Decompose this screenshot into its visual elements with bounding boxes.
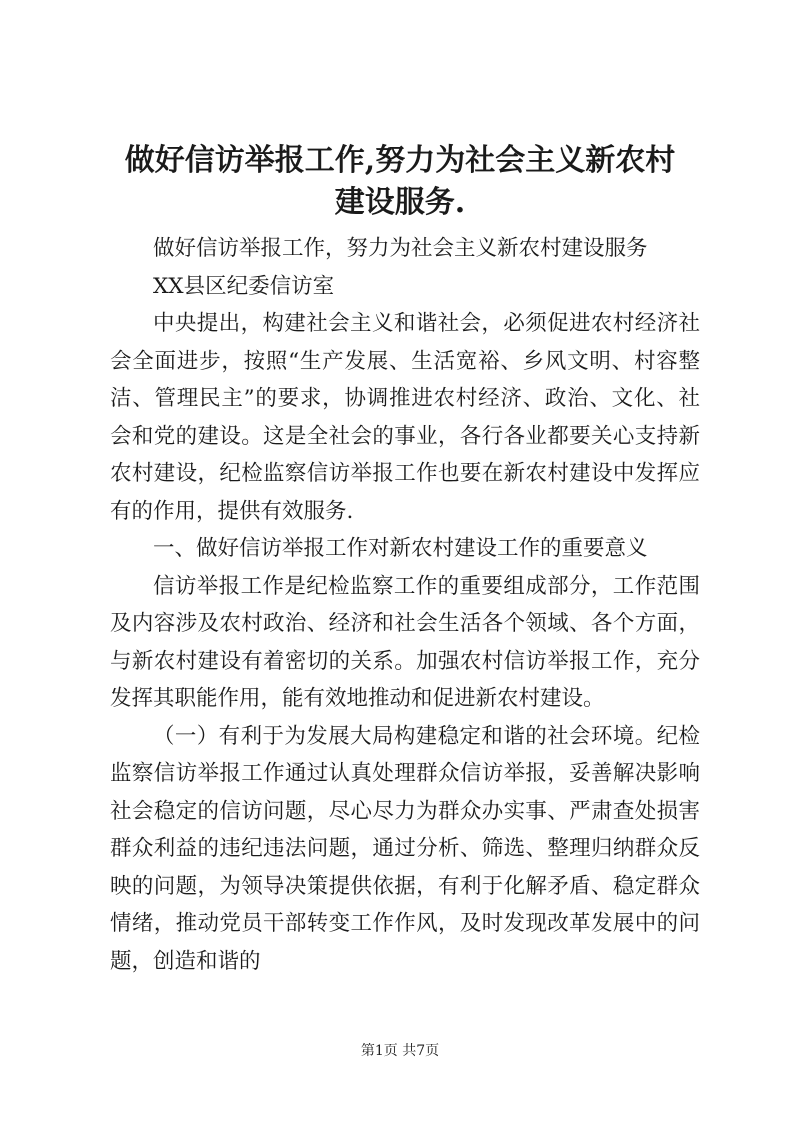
document-body [110, 230, 700, 980]
page-footer: 第1页 共7页 [360, 1043, 440, 1059]
author-paragraph: XX县区纪委信访室 [153, 273, 335, 299]
document-title: 做好信访举报工作,努力为社会主义新农村建设服务. [124, 143, 676, 220]
subtitle-paragraph: 做好信访举报工作，努力为社会主义新农村建设服务 [153, 236, 648, 261]
section-heading: 一、做好信访举报工作对新农村建设工作的重要意义 [153, 536, 648, 561]
body-paragraph: （一）有利于为发展大局构建稳定和谐的社会环境。纪检监察信访举报工作通过认真处理群众信访举报，妥善解决影响社会稳定的信访问题，尽心尽力为群众办实事、严肃查处损害群众利益的违纪违法问题，通过分析、筛选、整理归纳群众反映的问题，为领导决策提供依据，有利于化解矛盾、稳定群众情绪，推动党员干部转变工作作风，及时发现改革发展中的问题，创造和谐的 [110, 723, 700, 974]
intro-paragraph: 中央提出，构建社会主义和谐社会，必须促进农村经济社会全面进步，按照“生产发展、生活宽裕、乡风文明、村容整洁、管理民主”的要求，协调推进农村经济、政治、文化、社会和党的建设。这是全社会的事业，各行各业都要关心支持新农村建设，纪检监察信访举报工作也要在新农村建设中发挥应有的作用，提供有效服务. [110, 311, 700, 524]
body-paragraph: 信访举报工作是纪检监察工作的重要组成部分，工作范围及内容涉及农村政治、经济和社会生活各个领域、各个方面，与新农村建设有着密切的关系。加强农村信访举报工作，充分发挥其职能作用，能有效地推动和促进新农村建设。 [110, 573, 700, 711]
